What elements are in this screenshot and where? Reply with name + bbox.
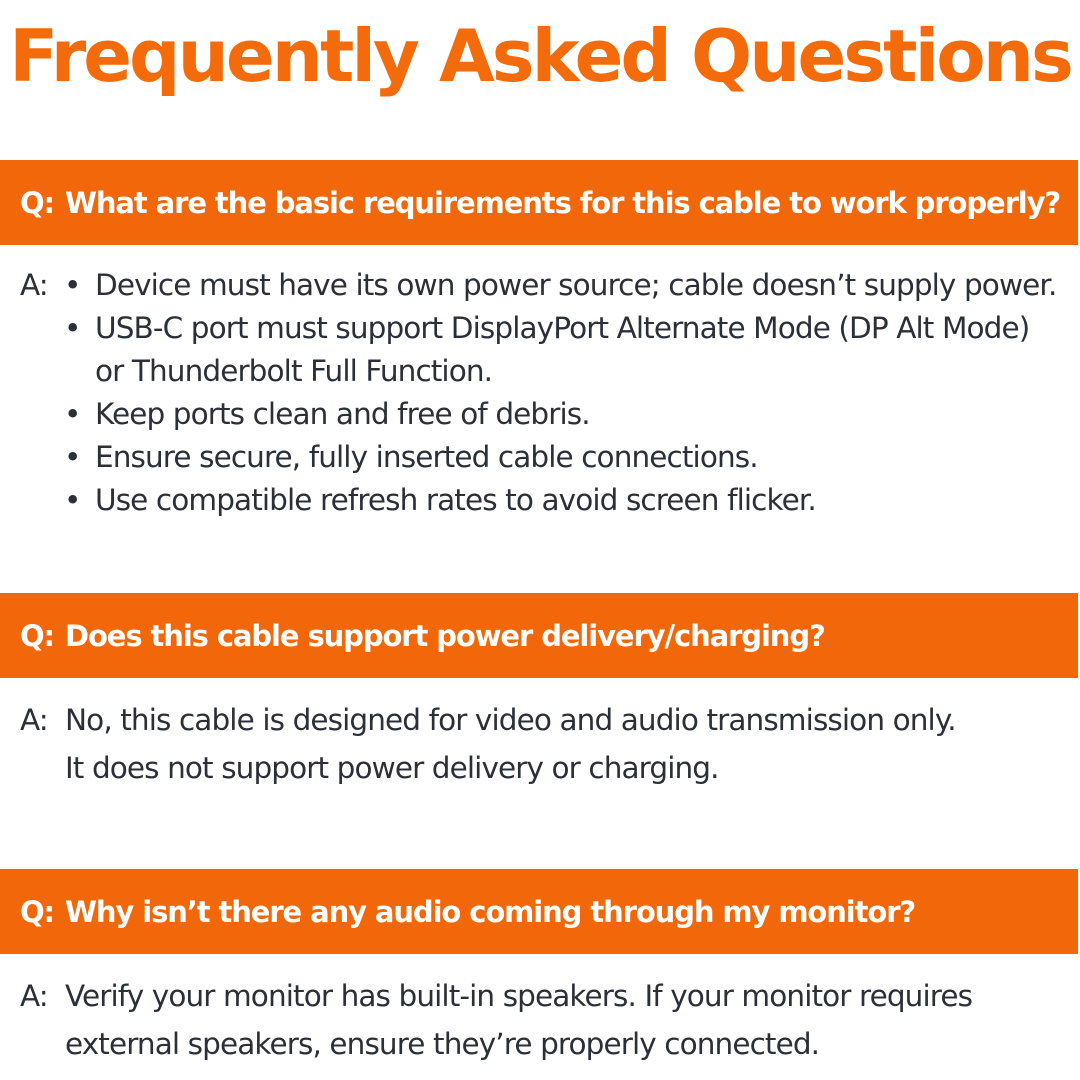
question-prefix: Q: — [20, 894, 55, 929]
list-item-text: Ensure secure, fully inserted cable connections. — [95, 440, 758, 474]
faq-question-bar-1 — [0, 160, 1078, 245]
list-item — [0, 393, 1056, 436]
faq-question-bar-2 — [0, 593, 1078, 678]
bullet-icon: • — [64, 483, 81, 517]
question-prefix: Q: — [20, 185, 55, 220]
list-item — [0, 436, 1056, 479]
bullet-icon: • — [64, 397, 81, 431]
list-item-text-continued: or Thunderbolt Full Function. — [95, 354, 493, 388]
bullet-icon: • — [64, 311, 81, 345]
list-item — [0, 479, 1056, 522]
answer-prefix: A: — [20, 268, 48, 302]
answer-line: No, this cable is designed for video and audio transmission only. — [65, 703, 956, 737]
answer-text-3 — [65, 972, 972, 1068]
list-item — [0, 307, 1056, 393]
question-text-1: What are the basic requirements for this cable to work properly? — [65, 185, 1061, 220]
list-item-text: USB-C port must support DisplayPort Alternate Mode (DP Alt Mode) — [95, 311, 1030, 345]
bullet-icon: • — [64, 268, 81, 302]
faq-question-bar-3 — [0, 869, 1078, 954]
list-item — [0, 264, 1056, 307]
question-prefix: Q: — [20, 618, 55, 653]
answer-line: Verify your monitor has built-in speakers. If your monitor requires — [65, 979, 973, 1013]
requirements-list — [0, 264, 1056, 522]
page-title: Frequently Asked Questions — [9, 14, 1071, 98]
answer-prefix: A: — [20, 979, 48, 1013]
bullet-icon: • — [64, 440, 81, 474]
list-item-text: Device must have its own power source; cable doesn’t supply power. — [95, 268, 1057, 302]
answer-text-2 — [65, 696, 956, 792]
answer-line: external speakers, ensure they’re properly connected. — [65, 1027, 820, 1061]
question-text-2: Does this cable support power delivery/charging? — [65, 618, 825, 653]
answer-line: It does not support power delivery or charging. — [65, 751, 719, 785]
list-item-text: Keep ports clean and free of debris. — [95, 397, 590, 431]
list-item-text: Use compatible refresh rates to avoid screen flicker. — [95, 483, 816, 517]
question-text-3: Why isn’t there any audio coming through my monitor? — [65, 894, 916, 929]
answer-prefix: A: — [20, 703, 48, 737]
